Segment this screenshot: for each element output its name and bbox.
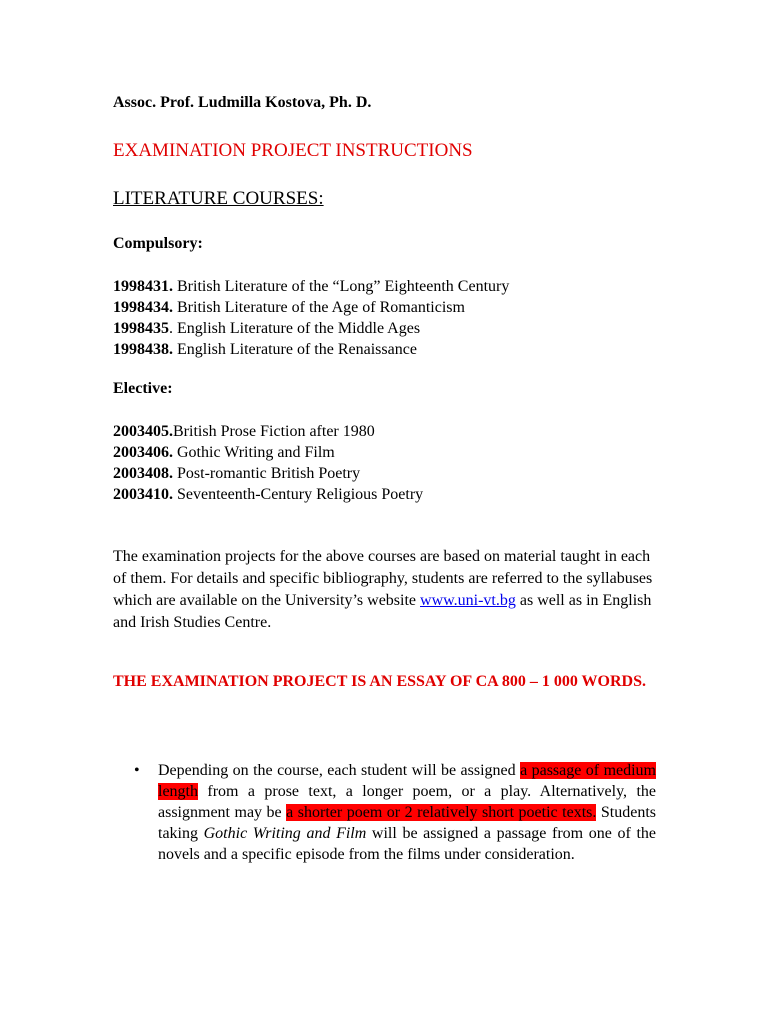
paragraph-text: The examination projects for the above courses are based on material taught in each of them. For details and specific bibliography, students are referred to the syllabuses which are available on the University’s website	[113, 548, 653, 609]
compulsory-heading: Compulsory:	[113, 235, 203, 252]
course-item	[113, 276, 509, 297]
section-subtitle	[113, 188, 324, 210]
essay-length-notice: THE EXAMINATION PROJECT IS AN ESSAY OF CA 800 – 1 000 WORDS.	[113, 673, 646, 690]
course-title: Post-romantic British Poetry	[173, 465, 361, 482]
course-code: 2003405.	[113, 423, 173, 440]
paragraph-text-end: as well as in English and Irish Studies Centre.	[113, 592, 652, 631]
author-line: Assoc. Prof. Ludmilla Kostova, Ph. D.	[113, 94, 372, 111]
bullet-text-part: will be assigned a passage from one of the novels and a specific episode from the films under consideration.	[158, 825, 656, 863]
university-website-link[interactable]: www.uni-vt.bg	[420, 592, 516, 609]
course-title: Gothic Writing and Film	[173, 444, 335, 461]
course-item	[113, 297, 509, 318]
elective-course-list	[113, 421, 423, 505]
elective-heading: Elective:	[113, 380, 173, 397]
compulsory-course-list	[113, 276, 509, 360]
course-code: 1998431.	[113, 278, 173, 295]
bullet-text	[158, 760, 656, 865]
course-title: Seventeenth-Century Religious Poetry	[173, 486, 424, 503]
course-code: 1998434.	[113, 299, 173, 316]
course-code: 1998435	[113, 320, 169, 337]
assignment-bullet	[134, 760, 656, 865]
course-title: . English Literature of the Middle Ages	[169, 320, 421, 337]
course-title: British Literature of the Age of Romanticism	[173, 299, 465, 316]
bullet-text-part: Students taking	[158, 804, 656, 842]
section-subtitle-text: LITERATURE COURSES:	[113, 188, 324, 209]
course-item	[113, 442, 423, 463]
page-title: EXAMINATION PROJECT INSTRUCTIONS	[113, 140, 473, 161]
highlighted-text: a passage of medium length	[158, 762, 656, 800]
course-item	[113, 463, 423, 484]
bullet-text-part: Depending on the course, each student will be assigned	[158, 762, 521, 779]
course-item	[113, 318, 509, 339]
course-code: 2003408.	[113, 465, 173, 482]
instructions-paragraph	[113, 546, 653, 634]
course-item	[113, 421, 423, 442]
course-code: 2003406.	[113, 444, 173, 461]
bullet-icon: •	[134, 762, 140, 779]
italic-course-title: Gothic Writing and Film	[203, 825, 367, 842]
course-title: British Prose Fiction after 1980	[173, 423, 375, 440]
highlighted-text: a shorter poem or 2 relatively short poetic texts.	[286, 804, 597, 821]
course-item	[113, 484, 423, 505]
bullet-text-part: from a prose text, a longer poem, or a play. Alternatively, the assignment may be	[158, 783, 656, 821]
course-code: 1998438.	[113, 341, 173, 358]
course-item	[113, 339, 509, 360]
course-title: English Literature of the Renaissance	[173, 341, 417, 358]
course-title: British Literature of the “Long” Eighteenth Century	[173, 278, 510, 295]
course-code: 2003410.	[113, 486, 173, 503]
